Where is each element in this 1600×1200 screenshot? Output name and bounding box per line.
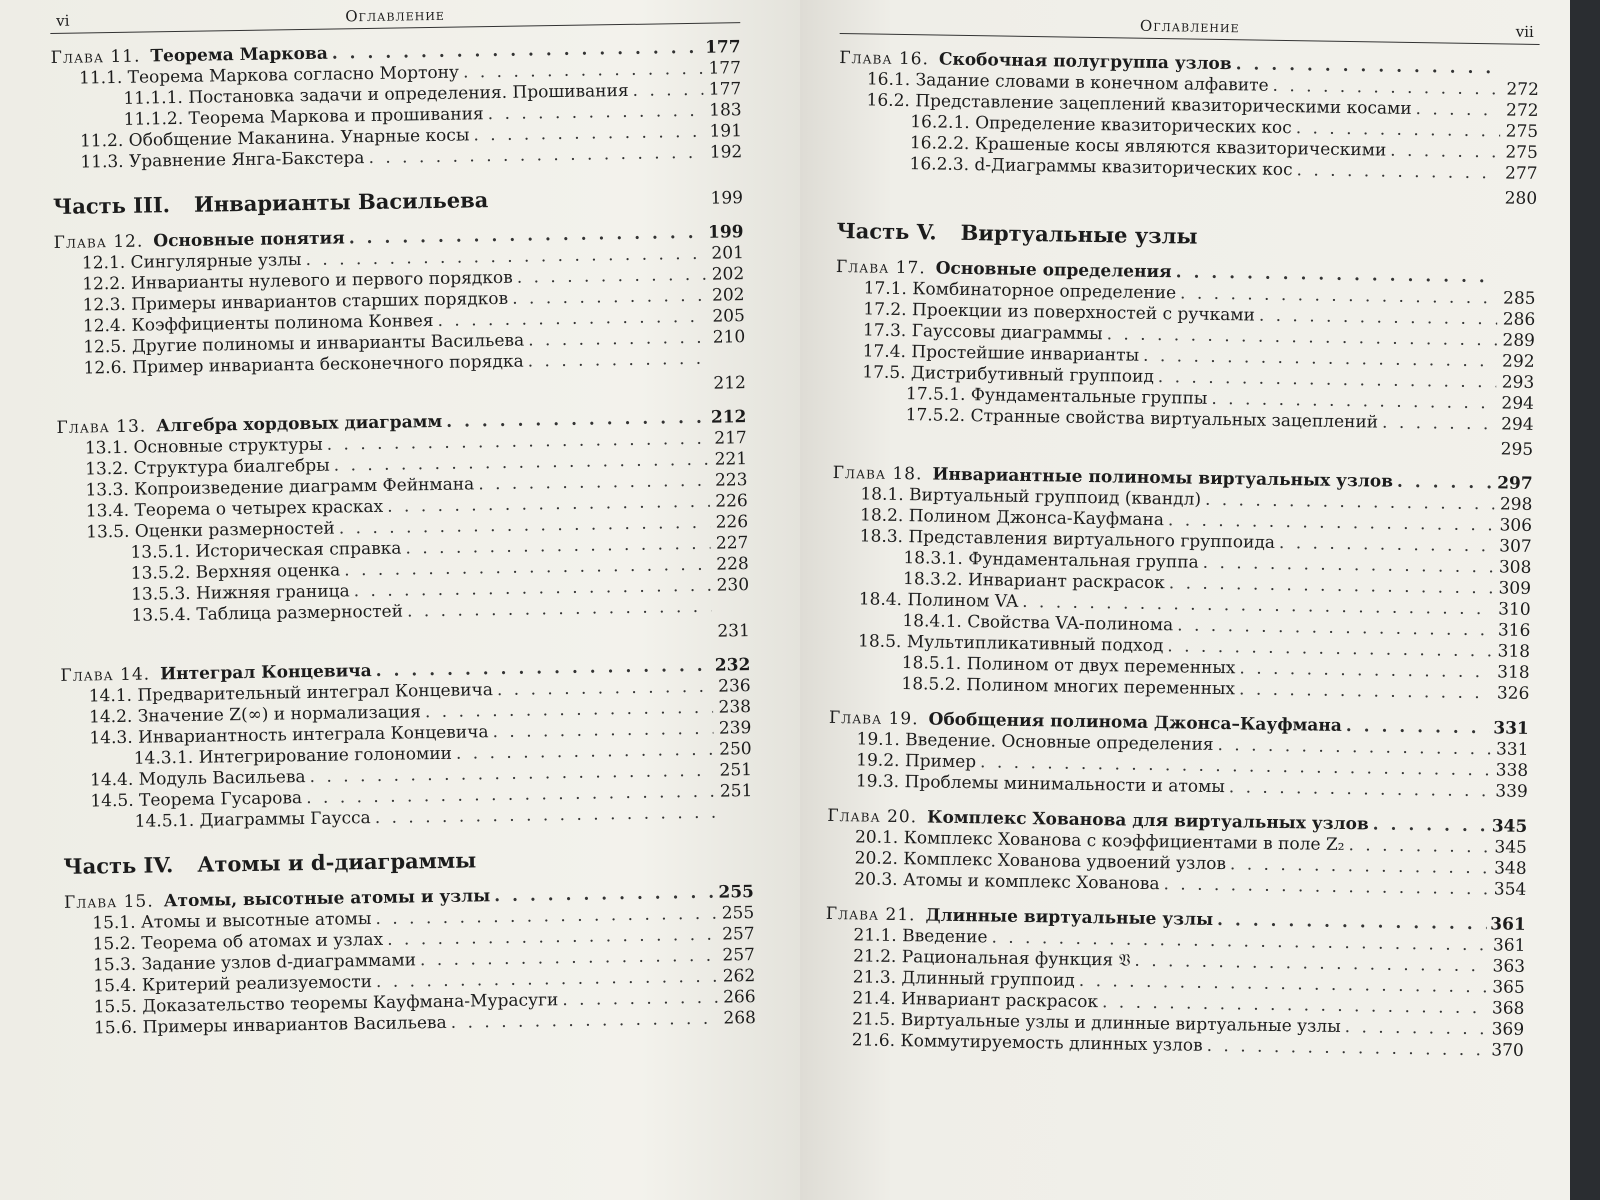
entry-title: 18.2. Полином Джонса-Кауфмана (859, 505, 1165, 531)
entry-title: 15.1. Атомы и высотные атомы (92, 909, 372, 934)
entry-label (859, 589, 1019, 613)
dot-leader (1163, 874, 1488, 900)
dot-leader (1296, 160, 1499, 184)
part-page-number: 199 (710, 188, 744, 209)
left-page-number: vi (55, 11, 70, 30)
entry-title: 17.5.1. Фундаментальные группы (905, 384, 1208, 409)
entry-page-number: 294 (1500, 414, 1534, 435)
entry-title: Теорема Маркова (150, 43, 328, 67)
chapter-number: Глава 18. (832, 462, 923, 485)
dot-leader (1207, 1036, 1486, 1061)
entry-page-number: 370 (1491, 1040, 1524, 1061)
part-number: Часть IV. (63, 852, 174, 879)
entry-page-number: 228 (716, 554, 749, 575)
entry-title: 13.5.3. Нижняя граница (131, 581, 350, 605)
chapter-number: Глава 12. (53, 231, 144, 253)
entry-page-number: 205 (712, 306, 746, 327)
entry-page-number (712, 363, 746, 364)
entry-title: 13.5. Оценки размерностей (86, 518, 335, 543)
entry-page-number: 297 (1497, 473, 1533, 494)
entry-title: 12.3. Примеры инвариантов старших порядков (82, 288, 509, 316)
entry-page-number: 338 (1495, 760, 1529, 781)
entry-page-number: 289 (1502, 330, 1536, 351)
entry-page-number: 230 (716, 575, 750, 596)
entry-page-number: 365 (1492, 977, 1525, 998)
entry-page-number: 191 (709, 121, 743, 142)
right-toc (824, 48, 1540, 1062)
entry-title: 12.6. Пример инварианта бесконечного порядка (83, 351, 524, 379)
entry-page-number: 361 (1492, 935, 1526, 956)
dot-leader (517, 265, 707, 289)
right-page-number: vii (1515, 22, 1534, 41)
entry-label (853, 925, 987, 948)
entry-title: 12.5. Другие полиномы и инварианты Васильева (83, 330, 525, 358)
entry-title: 18.5. Мультипликативный подход (857, 631, 1164, 657)
entry-title: Основные определения (935, 258, 1172, 283)
entry-title: 13.5.4. Таблица размерностей (131, 601, 404, 626)
right-header-title: Оглавление (1139, 16, 1240, 37)
entry-page-number: 295 (1500, 439, 1534, 460)
dot-leader (407, 597, 712, 623)
dot-leader (632, 80, 703, 102)
entry-title: Интеграл Концевича (159, 661, 372, 685)
entry-page-number: 348 (1494, 858, 1527, 879)
entry-page-number: 277 (1504, 163, 1538, 184)
entry-label (854, 869, 1159, 895)
entry-label (131, 602, 403, 627)
entry-title: 15.4. Критерий реализуемости (93, 972, 373, 997)
chapter-number: Глава 21. (825, 903, 916, 926)
entry-page-number: 369 (1491, 1019, 1525, 1040)
entry-title: 14.2. Значение Z(∞) и нормализация (88, 702, 422, 728)
entry-page-number: 308 (1498, 557, 1532, 578)
entry-label (856, 750, 976, 773)
dot-leader (375, 803, 715, 829)
entry-title: 11.2. Обобщение Маканина. Унарные косы (79, 125, 470, 152)
entry-title: 11.1. Теорема Маркова согласно Мортону (78, 62, 460, 89)
entry-page-number: 251 (719, 781, 753, 802)
entry-title: 15.3. Задание узлов d-диаграммами (92, 950, 417, 976)
entry-title: 21.6. Коммутируемость длинных узлов (851, 1030, 1203, 1056)
entry-label (135, 808, 371, 833)
dot-leader (1346, 716, 1490, 739)
entry-page-number: 272 (1505, 100, 1539, 121)
entry-title: Скобочная полугруппа узлов (938, 49, 1232, 75)
part-page-number (719, 863, 753, 864)
entry-title: 16.1. Задание словами в конечном алфавите (866, 69, 1269, 96)
dot-leader (528, 328, 707, 352)
entry-title: 20.1. Комплекс Хованова с коэффициентами в поле Z₂ (854, 827, 1345, 856)
entry-page-number: 292 (1501, 351, 1535, 372)
entry-title: 14.1. Предварительный интеграл Концевича (88, 680, 494, 707)
part-title-wrap (53, 187, 489, 219)
entry-title: 21.4. Инвариант раскрасок (852, 988, 1099, 1013)
part-title: Виртуальные узлы (960, 219, 1198, 249)
entry-title: 12.4. Коэффициенты полинома Конвея (82, 311, 434, 337)
entry-page-number: 318 (1497, 662, 1530, 683)
entry-page-number: 250 (719, 739, 752, 760)
entry-title: 21.1. Введение (853, 925, 988, 948)
entry-title: 18.3. Представления виртуального группоида (859, 526, 1276, 553)
entry-page-number: 275 (1505, 142, 1539, 163)
entry-page-number: 251 (719, 760, 753, 781)
left-page-content (50, 1, 756, 1040)
entry-page-number: 306 (1499, 515, 1533, 536)
entry-page-number: 257 (722, 945, 756, 966)
entry-title: 18.3.2. Инвариант раскрасок (902, 569, 1166, 594)
entry-page-number (716, 611, 750, 612)
dot-leader (562, 988, 718, 1011)
entry-page-number: 232 (714, 655, 751, 676)
entry-page-number: 316 (1497, 620, 1531, 641)
entry-title: 18.1. Виртуальный группоид (квандл) (860, 484, 1202, 510)
entry-title: 15.6. Примеры инвариантов Васильева (93, 1012, 447, 1039)
toc-part-heading[interactable] (63, 843, 753, 879)
part-title-wrap (63, 847, 476, 878)
entry-page-number: 177 (708, 58, 742, 79)
entry-page-number: 177 (704, 37, 741, 58)
dot-leader (368, 143, 704, 169)
entry-title: Основные понятия (153, 228, 345, 252)
chapter-number: Глава 20. (827, 805, 918, 828)
entry-title: 13.5.2. Верхняя оценка (130, 560, 341, 584)
dot-leader (512, 286, 707, 310)
entry-title: 17.2. Проекции из поверхностей с ручками (863, 299, 1256, 326)
entry-title: Алгебра хордовых диаграмм (156, 411, 443, 437)
entry-page-number: 275 (1505, 121, 1539, 142)
entry-page-number: 361 (1490, 914, 1526, 935)
entry-title: 18.5.2. Полином многих переменных (901, 674, 1236, 700)
dot-leader (1390, 141, 1500, 164)
entry-title: 13.1. Основные структуры (84, 434, 323, 459)
entry-title: 13.4. Теорема о четырех красках (85, 496, 384, 522)
entry-title: 11.1.2. Теорема Маркова и прошивания (123, 104, 484, 130)
entry-page-number: 309 (1498, 578, 1532, 599)
entry-title: 19.3. Проблемы минимальности и атомы (855, 771, 1226, 798)
entry-page-number: 318 (1497, 641, 1531, 662)
left-header-title: Оглавление (345, 5, 446, 26)
entry-title: 14.5. Теорема Гусарова (90, 788, 303, 812)
entry-page-number: 262 (722, 966, 756, 987)
entry-title: 11.3. Уравнение Янга-Бакстера (80, 148, 365, 173)
dot-leader (1415, 99, 1500, 121)
entry-page-number: 221 (714, 449, 748, 470)
entry-page-number: 307 (1499, 536, 1532, 557)
entry-title: 16.2.3. d-Диаграммы квазиторических кос (909, 154, 1293, 181)
entry-page-number: 226 (715, 491, 748, 512)
entry-title: Длинные виртуальные узлы (925, 905, 1214, 930)
entry-title: 12.1. Сингулярные узлы (81, 250, 302, 274)
entry-page-number: 268 (723, 1008, 757, 1029)
entry-title: 18.5.1. Полином от двух переменных (901, 653, 1236, 679)
entry-page-number: 326 (1496, 683, 1530, 704)
entry-page-number: 368 (1491, 998, 1525, 1019)
entry-title: 13.2. Структура биалгебры (85, 455, 330, 480)
entry-page-number: 192 (709, 142, 743, 163)
left-running-header (50, 1, 740, 34)
entry-title: 17.1. Комбинаторное определение (863, 278, 1177, 304)
part-page-number (1502, 248, 1536, 249)
entry-title: 19.1. Введение. Основные определения (856, 729, 1214, 755)
entry-title: 21.2. Рациональная функция 𝔙 (853, 946, 1131, 971)
entry-title: 14.5.1. Диаграммы Гаусса (134, 808, 371, 832)
entry-page-number: 339 (1495, 781, 1528, 802)
entry-title: Комплекс Хованова для виртуальных узлов (926, 807, 1369, 835)
chapter-number: Глава 17. (835, 256, 926, 279)
dot-leader (1397, 472, 1494, 495)
entry-title: 21.3. Длинный группоид (852, 967, 1075, 991)
entry-title: 18.4. Полином VA (858, 589, 1019, 612)
part-title: Атомы и d-диаграммы (197, 847, 477, 877)
entry-title: 20.3. Атомы и комплекс Хованова (854, 869, 1160, 895)
entry-title: 18.3.1. Фундаментальная группа (903, 548, 1199, 573)
entry-title: 12.2. Инварианты нулевого и первого порядков (82, 267, 513, 295)
entry-label (852, 1030, 1203, 1057)
entry-page-number: 280 (1504, 188, 1538, 209)
entry-title: 15.2. Теорема об атомах и узлах (92, 929, 384, 955)
entry-title: 13.3. Копроизведение диаграмм Фейнмана (85, 474, 475, 501)
entry-page-number: 331 (1493, 718, 1529, 739)
entry-page-number: 210 (712, 327, 746, 348)
entry-page-number (1505, 73, 1539, 74)
entry-title: 16.2.1. Определение квазиторических кос (910, 112, 1292, 139)
dot-leader (1345, 1017, 1487, 1040)
right-page-content (824, 12, 1540, 1062)
dot-leader (527, 349, 707, 373)
chapter-number: Глава 13. (56, 416, 147, 438)
entry-page-number: 217 (714, 428, 747, 449)
entry-page-number: 286 (1502, 309, 1536, 330)
entry-title: 15.5. Доказательство теоремы Кауфмана-Мурасуги (93, 990, 559, 1018)
entry-page-number: 236 (718, 676, 751, 697)
entry-label (856, 771, 1225, 798)
entry-page-number: 294 (1501, 393, 1535, 414)
entry-title: 16.2.2. Крашеные косы являются квазиторическими (909, 133, 1387, 161)
entry-page-number: 266 (722, 987, 756, 1008)
entry-label (94, 1013, 447, 1040)
entry-page-number: 239 (718, 718, 752, 739)
entry-page-number: 177 (708, 79, 742, 100)
entry-page-number: 345 (1491, 816, 1528, 837)
entry-title: Обобщения полинома Джонса–Кауфмана (928, 709, 1343, 736)
entry-label (80, 148, 364, 173)
part-title-wrap (836, 218, 1197, 249)
right-running-header (840, 12, 1540, 45)
entry-title: Инвариантные полиномы виртуальных узлов (932, 464, 1394, 492)
entry-page-number: 238 (718, 697, 752, 718)
dot-leader (1373, 814, 1488, 837)
part-title: Инварианты Васильева (193, 187, 489, 217)
entry-page-number: 227 (715, 533, 749, 554)
chapter-number: Глава 16. (839, 47, 930, 70)
entry-title: 16.2. Представление зацеплений квазиторическими косами (866, 90, 1412, 119)
entry-page-number: 201 (711, 243, 745, 264)
chapter-number: Глава 15. (63, 891, 154, 913)
entry-page-number: 331 (1495, 739, 1529, 760)
entry-page-number: 202 (711, 285, 745, 306)
chapter-number: Глава 11. (50, 46, 141, 68)
entry-page-number: 272 (1506, 79, 1540, 100)
entry-title: 21.5. Виртуальные узлы и длинные виртуальные узлы (852, 1009, 1341, 1037)
left-toc (51, 37, 756, 1040)
entry-page-number: 202 (711, 264, 745, 285)
right-page (800, 0, 1570, 1200)
dot-leader (451, 1009, 719, 1034)
dot-leader (1348, 835, 1489, 858)
entry-page-number: 310 (1498, 599, 1531, 620)
part-number: Часть III. (52, 192, 171, 219)
entry-page-number: 354 (1493, 879, 1527, 900)
entry-page-number (719, 817, 753, 818)
entry-title: 17.5. Дистрибутивный группоид (862, 362, 1155, 387)
entry-page-number: 223 (714, 470, 748, 491)
entry-label (901, 674, 1235, 700)
entry-title: 13.5.1. Историческая справка (130, 538, 402, 563)
chapter-number: Глава 14. (60, 664, 151, 686)
entry-title: 18.4.1. Свойства VA-полинома (902, 611, 1174, 636)
entry-title: 20.2. Комплекс Хованова удвоений узлов (854, 848, 1227, 875)
entry-page-number: 212 (710, 407, 747, 428)
entry-title: 14.3. Инвариантность интеграла Концевича (89, 722, 489, 749)
entry-page-number: 345 (1494, 837, 1528, 858)
entry-page-number: 255 (721, 903, 755, 924)
dot-leader (1229, 777, 1490, 802)
entry-title: 19.2. Пример (856, 750, 977, 773)
entry-title: 14.4. Модуль Васильева (89, 767, 306, 791)
entry-page-number: 199 (707, 222, 744, 243)
entry-page-number (1502, 282, 1536, 283)
entry-title: 14.3.1. Интегрирование голономии (133, 743, 453, 769)
part-number: Часть V. (836, 217, 937, 245)
entry-page-number: 231 (717, 621, 750, 642)
entry-page-number: 285 (1502, 288, 1536, 309)
entry-page-number: 298 (1499, 494, 1533, 515)
entry-title: 17.4. Простейшие инварианты (862, 341, 1140, 366)
entry-page-number: 226 (715, 512, 749, 533)
entry-page-number: 257 (721, 924, 755, 945)
entry-title: 17.5.2. Странные свойства виртуальных зацеплений (905, 405, 1379, 433)
entry-page-number: 293 (1501, 372, 1535, 393)
entry-title: Атомы, высотные атомы и узлы (163, 886, 491, 912)
entry-page-number: 255 (718, 882, 755, 903)
chapter-number: Глава 19. (828, 707, 919, 730)
entry-page-number: 212 (713, 373, 747, 394)
entry-page-number: 363 (1492, 956, 1526, 977)
entry-page-number: 183 (709, 100, 742, 121)
dot-leader (1239, 679, 1492, 704)
entry-title: 17.3. Гауссовы диаграммы (862, 320, 1103, 345)
toc-part-heading[interactable] (53, 183, 743, 219)
toc-part-heading[interactable] (836, 218, 1536, 254)
dot-leader (1382, 413, 1496, 436)
entry-title: 11.1.1. Постановка задачи и определения. Прошивания (123, 80, 629, 109)
